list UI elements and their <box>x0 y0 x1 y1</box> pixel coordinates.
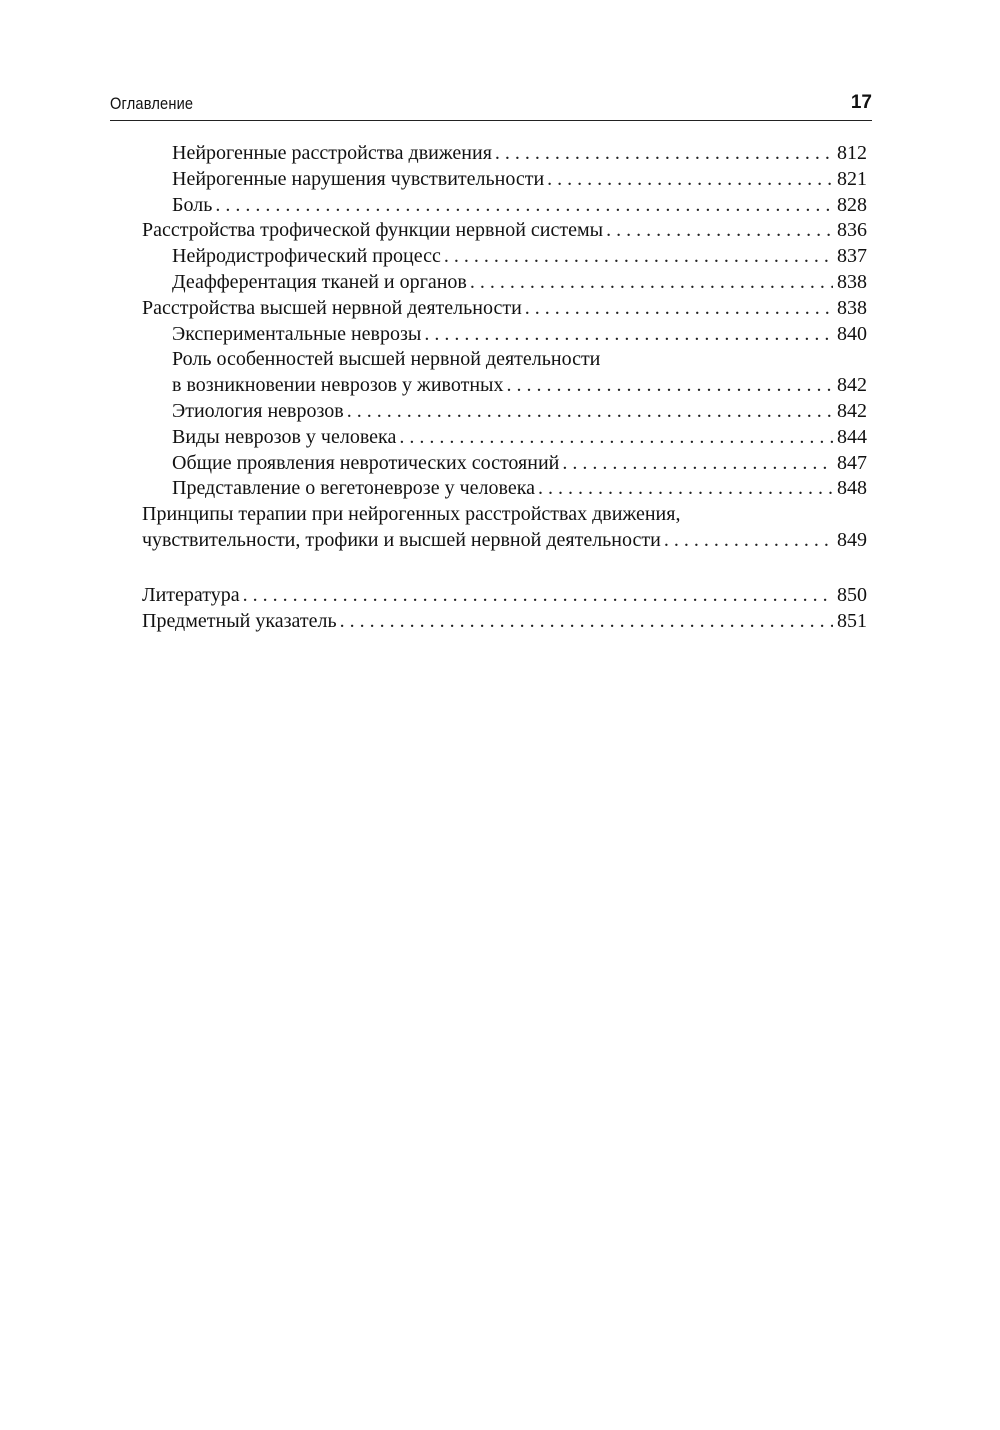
dot-leader <box>424 322 833 348</box>
section-gap <box>142 554 867 583</box>
toc-entry[interactable] <box>142 167 867 193</box>
toc-entry-page: 812 <box>837 142 867 164</box>
toc-entry[interactable] <box>142 270 867 296</box>
dot-leader <box>506 373 833 399</box>
toc-entry-title: Литература <box>142 583 240 606</box>
toc-entry[interactable] <box>142 399 867 425</box>
toc-entry-title: Общие проявления невротических состояний <box>172 451 560 474</box>
toc-entry-title: Нейрогенные нарушения чувствительности <box>172 167 545 190</box>
toc-entry-title: Виды неврозов у человека <box>172 425 397 448</box>
toc-entry-title: Представление о вегетоневрозе у человека <box>172 477 535 500</box>
toc-entry[interactable] <box>142 425 867 451</box>
page-number: 17 <box>850 92 872 113</box>
dot-leader <box>215 193 833 219</box>
toc-entry-title: Боль <box>172 193 213 216</box>
dot-leader <box>243 583 833 609</box>
dot-leader <box>547 167 833 193</box>
toc-entry[interactable] <box>142 373 867 399</box>
toc-entry[interactable] <box>142 451 867 477</box>
table-of-contents <box>142 141 867 634</box>
toc-section-entry[interactable] <box>142 528 867 554</box>
toc-entry-title: Предметный указатель <box>142 609 337 632</box>
toc-entry-title: Расстройства трофической функции нервной системы <box>142 219 604 242</box>
toc-entry[interactable] <box>142 322 867 348</box>
toc-entry-page: 848 <box>837 477 867 500</box>
toc-section-entry[interactable] <box>142 218 867 244</box>
toc-entry-page: 840 <box>837 322 867 345</box>
toc-entry-page: 838 <box>837 296 867 319</box>
dot-leader <box>538 476 833 502</box>
toc-back-matter-entry[interactable] <box>142 609 867 635</box>
toc-entry-page: 836 <box>837 219 867 242</box>
dot-leader <box>664 528 833 554</box>
dot-leader <box>525 296 833 322</box>
toc-entry[interactable] <box>142 193 867 219</box>
dot-leader <box>340 609 833 635</box>
toc-entry-title: Этиология неврозов <box>172 399 344 422</box>
toc-section-first-line[interactable]: Принципы терапии при нейрогенных расстройствах движения, <box>142 503 681 526</box>
dot-leader <box>562 451 833 477</box>
toc-entry-page: 828 <box>837 193 867 216</box>
dot-leader <box>470 270 833 296</box>
toc-entry-page: 851 <box>837 609 867 632</box>
toc-entry[interactable] <box>142 244 867 270</box>
toc-entry-title: чувствительности, трофики и высшей нервной деятельности <box>142 528 661 551</box>
toc-entry-first-line[interactable]: Роль особенностей высшей нервной деятельности <box>172 348 601 371</box>
toc-section-entry[interactable] <box>142 296 867 322</box>
toc-entry-title: Расстройства высшей нервной деятельности <box>142 296 522 319</box>
dot-leader <box>399 425 833 451</box>
toc-entry[interactable] <box>142 476 867 502</box>
dot-leader <box>444 244 833 270</box>
toc-back-matter-entry[interactable] <box>142 583 867 609</box>
toc-entry[interactable] <box>142 141 867 167</box>
toc-entry-title: Экспериментальные неврозы <box>172 322 422 345</box>
toc-entry-page: 821 <box>837 167 867 190</box>
toc-entry-title: Деафферентация тканей и органов <box>172 270 467 293</box>
dot-leader <box>347 399 833 425</box>
running-header <box>110 92 872 121</box>
toc-entry-page: 850 <box>837 583 867 606</box>
toc-entry-page: 842 <box>837 374 867 397</box>
toc-entry-title: Нейродистрофический процесс <box>172 245 441 268</box>
dot-leader <box>606 218 833 244</box>
toc-entry-page: 842 <box>837 399 867 422</box>
toc-entry-page: 847 <box>837 451 867 474</box>
running-header-title: Оглавление <box>110 94 194 113</box>
toc-entry-title: в возникновении неврозов у животных <box>172 374 504 397</box>
toc-entry-page: 838 <box>837 270 867 293</box>
dot-leader <box>495 141 833 167</box>
toc-entry-title: Нейрогенные расстройства движения <box>172 142 492 164</box>
toc-entry-page: 837 <box>837 245 867 268</box>
toc-entry-page: 844 <box>837 425 867 448</box>
toc-entry-page: 849 <box>837 528 867 551</box>
